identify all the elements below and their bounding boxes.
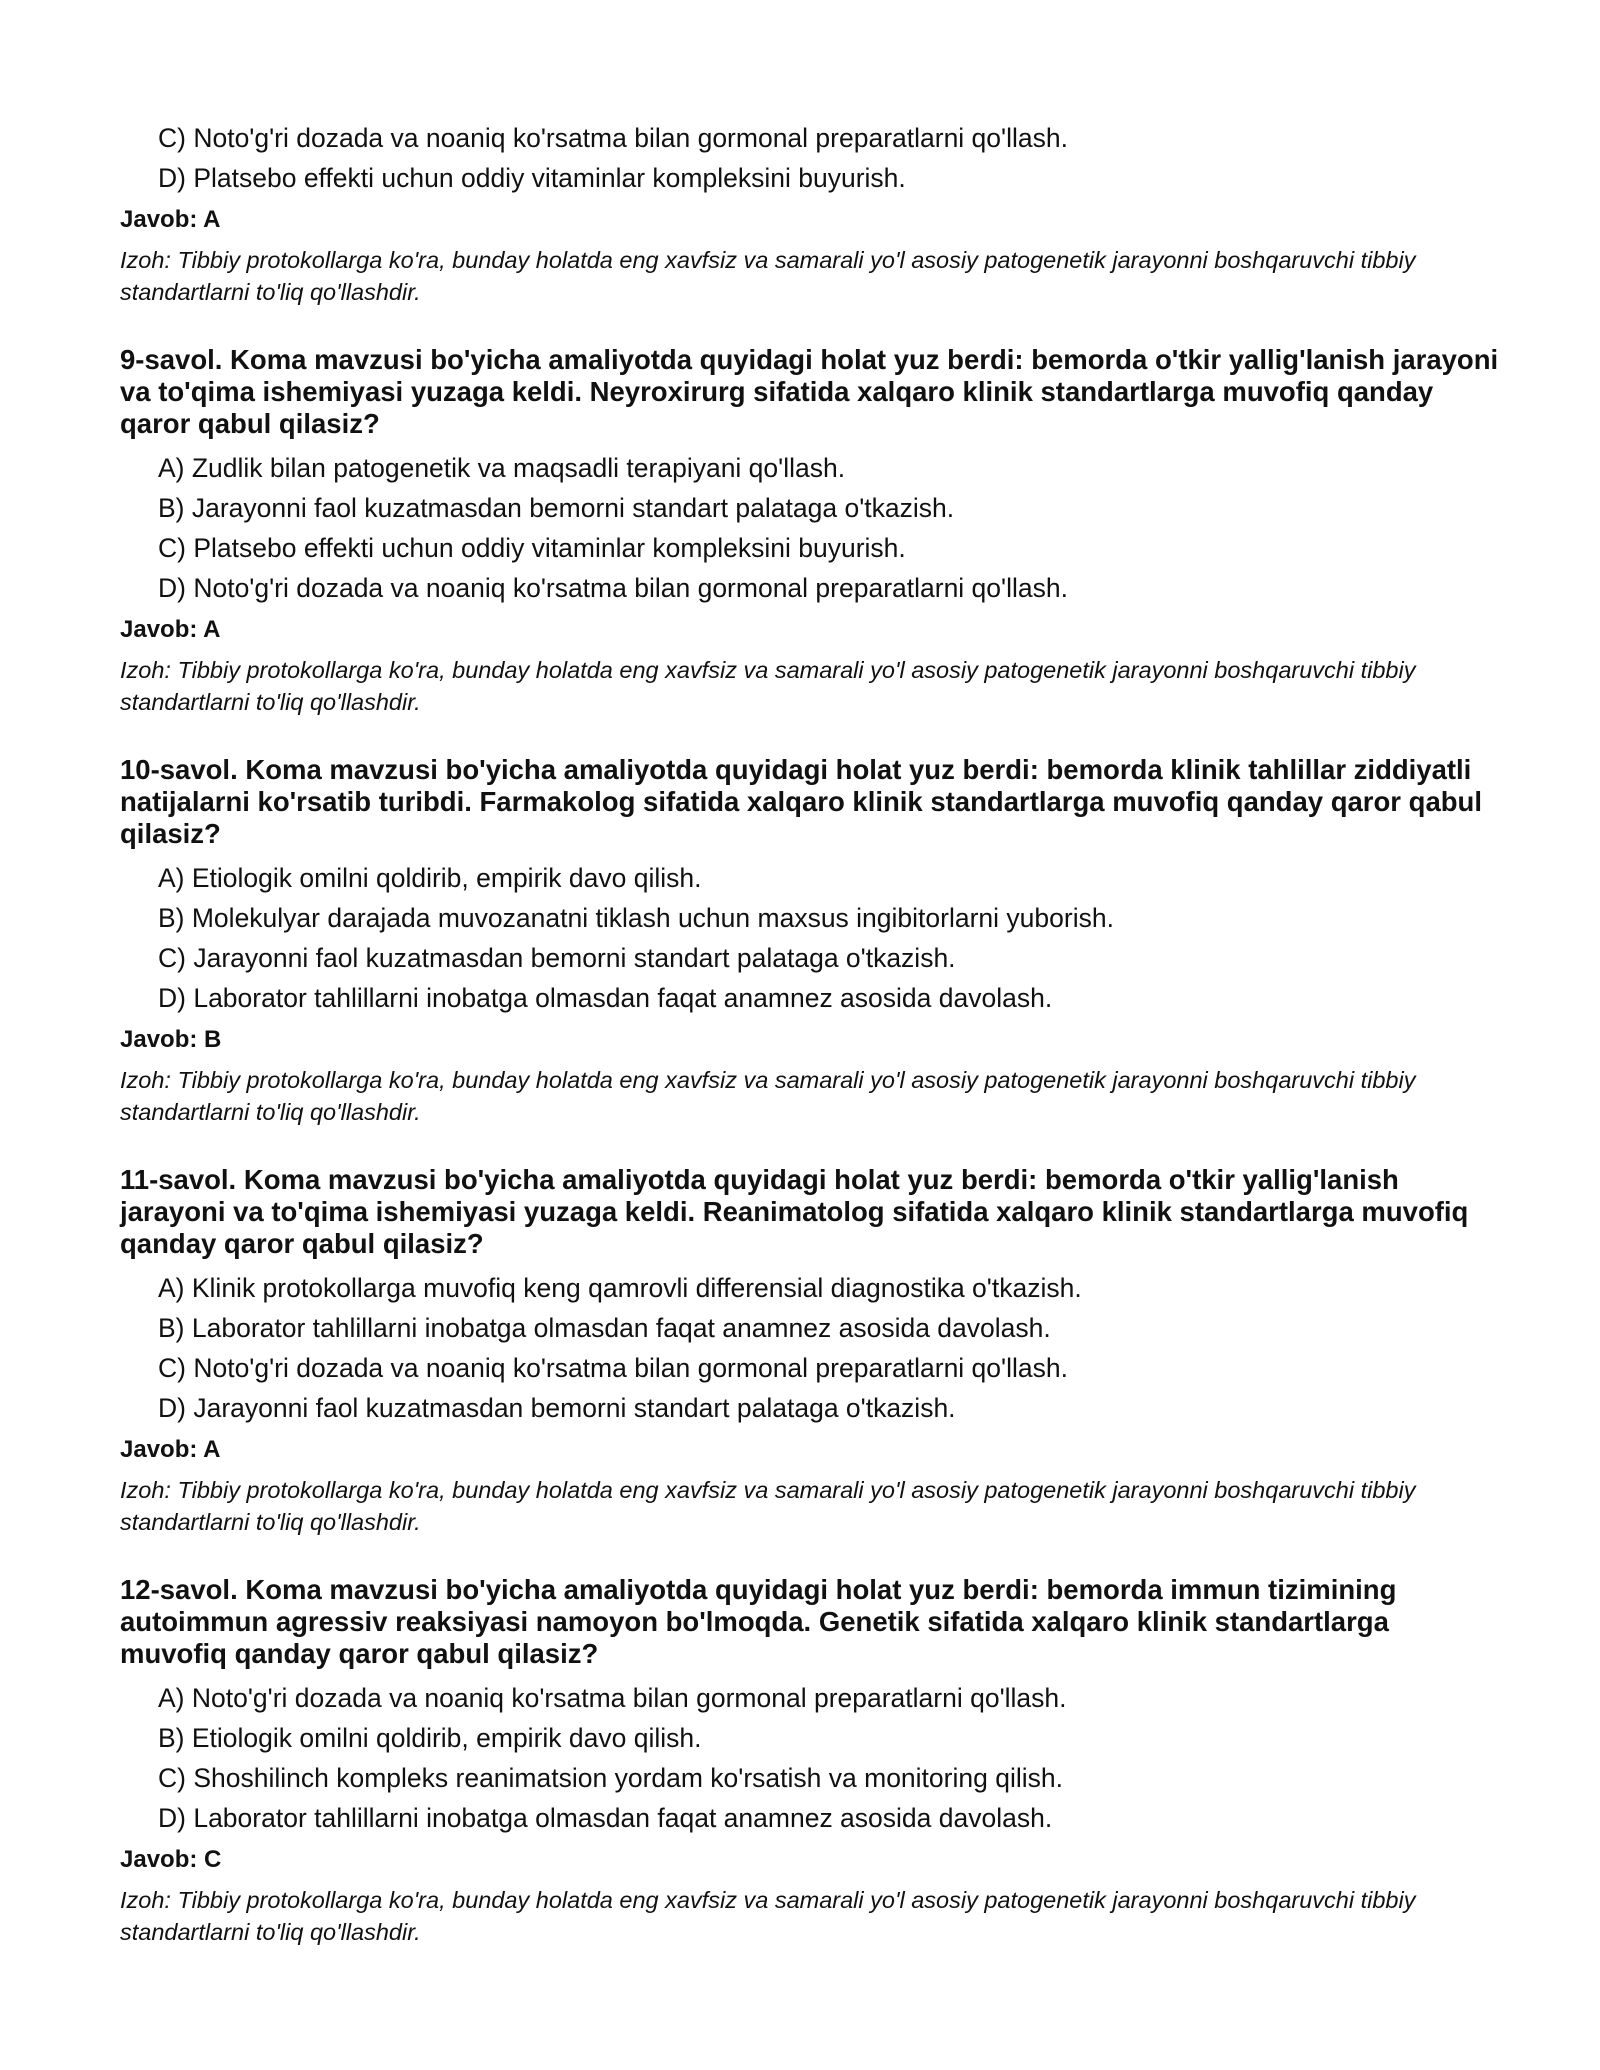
option-b: B) Molekulyar darajada muvozanatni tiklash uchun maxsus ingibitorlarni yuborish.: [158, 903, 1114, 933]
option-d: D) Noto'g'ri dozada va noaniq ko'rsatma bilan gormonal preparatlarni qo'llash.: [158, 573, 1068, 603]
question-title: 11-savol. Koma mavzusi bo'yicha amaliyotda quyidagi holat yuz berdi: bemorda o'tkir yallig'lanish jarayoni va to'qima ishemiyasi yuzaga keldi. Reanimatolog sifatida xalqaro klinik standartlarga muvofiq qanday qaror qabul qilasiz?: [120, 1164, 1469, 1259]
answer-label: Javob: A: [120, 616, 221, 643]
question-9: [120, 344, 1500, 718]
answer-label: Javob: A: [120, 1436, 221, 1463]
option-c: C) Platsebo effekti uchun oddiy vitaminlar kompleksini buyurish.: [158, 533, 906, 563]
explanation-note: Izoh: Tibbiy protokollarga ko'ra, bunday holatda eng xavfsiz va samarali yo'l asosiy patogenetik jarayonni boshqaruvchi tibbiy standartlarni to'liq qo'llashdir.: [120, 1887, 1416, 1945]
explanation-note: Izoh: Tibbiy protokollarga ko'ra, bunday holatda eng xavfsiz va samarali yo'l asosiy patogenetik jarayonni boshqaruvchi tibbiy standartlarni to'liq qo'llashdir.: [120, 247, 1416, 305]
question-12: [120, 1574, 1500, 1948]
option-c: C) Noto'g'ri dozada va noaniq ko'rsatma bilan gormonal preparatlarni qo'llash.: [158, 123, 1068, 153]
option-d: D) Platsebo effekti uchun oddiy vitaminlar kompleksini buyurish.: [158, 163, 906, 193]
question-title: 12-savol. Koma mavzusi bo'yicha amaliyotda quyidagi holat yuz berdi: bemorda immun tizimining autoimmun agressiv reaksiyasi namoyon bo'lmoqda. Genetik sifatida xalqaro klinik standartlarga muvofiq qanday qaror qabul qilasiz?: [120, 1574, 1397, 1669]
answer-label: Javob: A: [120, 206, 221, 233]
option-d: D) Laborator tahlillarni inobatga olmasdan faqat anamnez asosida davolash.: [158, 1803, 1053, 1833]
answer-label: Javob: C: [120, 1846, 222, 1873]
option-b: B) Jarayonni faol kuzatmasdan bemorni standart palataga o'tkazish.: [158, 493, 955, 523]
option-a: A) Noto'g'ri dozada va noaniq ko'rsatma bilan gormonal preparatlarni qo'llash.: [158, 1683, 1067, 1713]
option-d: D) Laborator tahlillarni inobatga olmasdan faqat anamnez asosida davolash.: [158, 983, 1053, 1013]
answer-label: Javob: B: [120, 1026, 222, 1053]
option-a: A) Zudlik bilan patogenetik va maqsadli terapiyani qo'llash.: [158, 453, 846, 483]
option-a: A) Klinik protokollarga muvofiq keng qamrovli differensial diagnostika o'tkazish.: [158, 1273, 1082, 1303]
option-c: C) Noto'g'ri dozada va noaniq ko'rsatma bilan gormonal preparatlarni qo'llash.: [158, 1353, 1068, 1383]
option-a: A) Etiologik omilni qoldirib, empirik davo qilish.: [158, 863, 702, 893]
question-11: [120, 1164, 1500, 1538]
option-d: D) Jarayonni faol kuzatmasdan bemorni standart palataga o'tkazish.: [158, 1393, 956, 1423]
previous-question-tail: [120, 118, 1500, 308]
question-title: 10-savol. Koma mavzusi bo'yicha amaliyotda quyidagi holat yuz berdi: bemorda klinik tahlillar ziddiyatli natijalarni ko'rsatib turibdi. Farmakolog sifatida xalqaro klinik standartlarga muvofiq qanday qaror qabul qilasiz?: [120, 754, 1482, 849]
explanation-note: Izoh: Tibbiy protokollarga ko'ra, bunday holatda eng xavfsiz va samarali yo'l asosiy patogenetik jarayonni boshqaruvchi tibbiy standartlarni to'liq qo'llashdir.: [120, 1477, 1416, 1535]
question-10: [120, 754, 1500, 1128]
explanation-note: Izoh: Tibbiy protokollarga ko'ra, bunday holatda eng xavfsiz va samarali yo'l asosiy patogenetik jarayonni boshqaruvchi tibbiy standartlarni to'liq qo'llashdir.: [120, 1067, 1416, 1125]
question-title: 9-savol. Koma mavzusi bo'yicha amaliyotda quyidagi holat yuz berdi: bemorda o'tkir yallig'lanish jarayoni va to'qima ishemiyasi yuzaga keldi. Neyroxirurg sifatida xalqaro klinik standartlarga muvofiq qanday qaror qabul qilasiz?: [120, 344, 1499, 439]
option-b: B) Laborator tahlillarni inobatga olmasdan faqat anamnez asosida davolash.: [158, 1313, 1051, 1343]
option-b: B) Etiologik omilni qoldirib, empirik davo qilish.: [158, 1723, 702, 1753]
explanation-note: Izoh: Tibbiy protokollarga ko'ra, bunday holatda eng xavfsiz va samarali yo'l asosiy patogenetik jarayonni boshqaruvchi tibbiy standartlarni to'liq qo'llashdir.: [120, 657, 1416, 715]
option-c: C) Shoshilinch kompleks reanimatsion yordam ko'rsatish va monitoring qilish.: [158, 1763, 1063, 1793]
option-c: C) Jarayonni faol kuzatmasdan bemorni standart palataga o'tkazish.: [158, 943, 956, 973]
